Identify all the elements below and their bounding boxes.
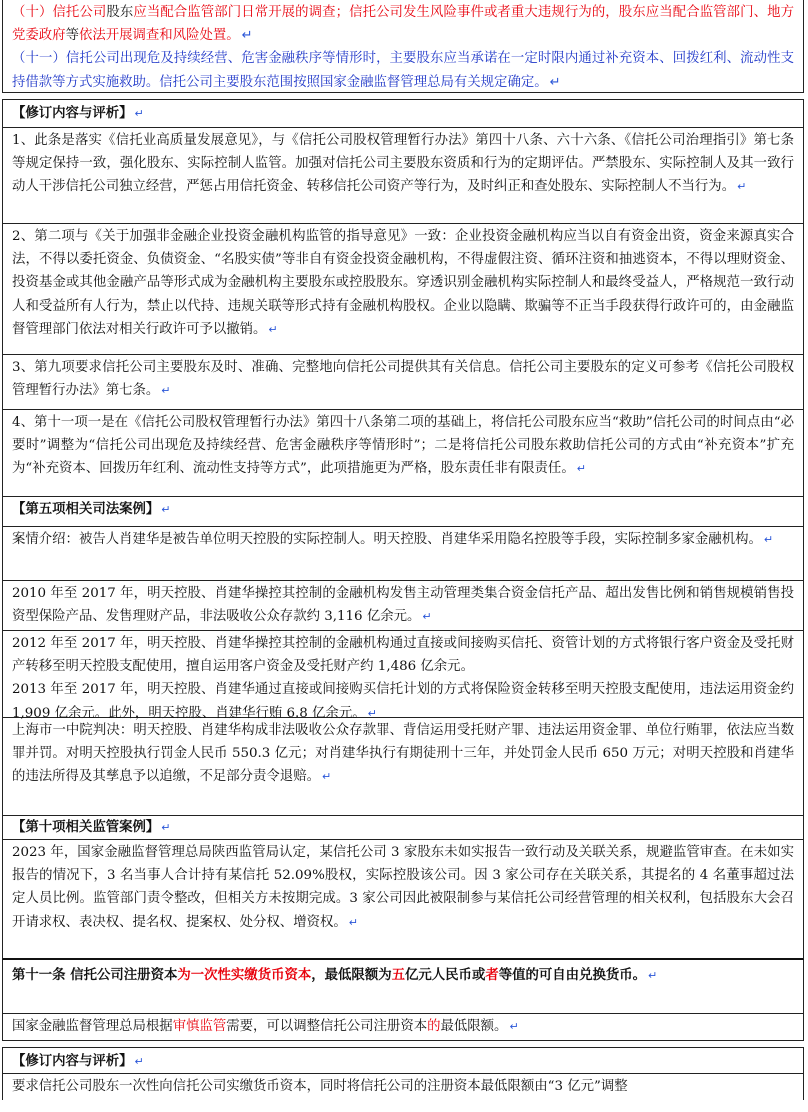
paragraph-mark-icon: ↵ xyxy=(737,180,747,194)
paragraph-mark-icon: ↵ xyxy=(161,821,171,834)
regulatory-case-heading: 【第十项相关监管案例】 xyxy=(12,819,160,835)
case-intro: 案情介绍：被告人肖建华是被告单位明天控股的实际控制人。明天控股、肖建华采用隐名控股等手段，实际控制多家金融机构。 ↵ xyxy=(2,527,804,581)
paragraph-mark-icon: ↵ xyxy=(763,533,774,546)
paragraph-mark-icon: ↵ xyxy=(321,770,332,784)
paragraph-mark-icon: ↵ xyxy=(348,915,358,929)
article-11-title: 第十一条 信托公司注册资本为一次性实缴货币资本，最低限额为五亿元人民币或者等值的可自由兑换货币。 ↵ xyxy=(2,960,804,1014)
revision-paragraph-4: 4、第十一项一是在《信托公司股权管理暂行办法》第四十八条第二项的基础上，将信托公司股东应当“救助”信托公司的时间点由“必要时”调整为“信托公司出现危及持续经营、危害金融秩序等情形时”；二是将信托公司股东救助信托公司的方式由“补充资本”扩充为“补充资本、回拨历年红利、流动性支持等方式”，此项措施更为严格，股东责任非有限责任。 ↵ xyxy=(2,410,804,497)
paragraph-mark-icon: ↵ xyxy=(576,462,586,476)
paragraph-mark-icon: ↵ xyxy=(549,74,561,90)
judicial-case-heading-cell xyxy=(2,497,804,527)
paragraph-mark-icon: ↵ xyxy=(367,706,377,720)
paragraph-mark-icon: ↵ xyxy=(134,107,144,120)
paragraph-mark-icon: ↵ xyxy=(161,384,171,398)
regulatory-case-heading-cell xyxy=(2,816,804,840)
revision-paragraph-2: 2、第二项与《关于加强非金融企业投资金融机构监管的指导意见》一致：企业投资金融机构应当以自有资金出资，资金来源真实合法，不得以委托资金、负债资金、“名股实债”等非自有资金投资金融机构，不得虚假注资、循环注资和抽逃资本，不得以理财资金、投资基金或其他金融产品等形式成为金融机构主要股东或控股股东。穿透识别金融机构实际控制人和最终受益人，严格规范一致行动人和受益所有人行为，禁止以代持、违规关联等形式持有金融机构股权。企业以隐瞒、欺骗等不正当手段获得行政许可的，由金融监督管理部门依法对相关行政许可予以撤销。 ↵ xyxy=(2,224,804,355)
revision-heading: 【修订内容与评析】 xyxy=(12,1053,133,1069)
paragraph-mark-icon: ↵ xyxy=(134,1055,144,1068)
revision-paragraph-3: 3、第九项要求信托公司主要股东及时、准确、完整地向信托公司提供其有关信息。信托公司主要股东的定义可参考《信托公司股权管理暂行办法》第七条。 ↵ xyxy=(2,355,804,410)
article-11-body: 国家金融监督管理总局根据审慎监管需要，可以调整信托公司注册资本的最低限额。 ↵ xyxy=(2,1014,804,1041)
revision-last-line: 要求信托公司股东一次性向信托公司实缴货币资本，同时将信托公司的注册资本最低限额由“3 亿元”调整 xyxy=(2,1074,804,1100)
clause-10-11-cell xyxy=(2,0,804,93)
paragraph-mark-icon: ↵ xyxy=(648,969,658,982)
paragraph-mark-icon: ↵ xyxy=(161,503,171,516)
judicial-case-heading: 【第五项相关司法案例】 xyxy=(12,501,160,517)
paragraph-mark-icon: ↵ xyxy=(268,322,278,336)
clause-11: （十一）信托公司出现危及持续经营、危害金融秩序等情形时，主要股东应当承诺在一定时限内通过补充资本、回拨红利、流动性支持借款等方式实施救助。信托公司主要股东范围按照国家金融监督管理总局有关规定确定。 ↵ xyxy=(12,51,794,90)
clause-10: （十）信托公司股东应当配合监管部门日常开展的调查；信托公司发生风险事件或者重大违规行为的，股东应当配合监管部门、地方党委政府等依法开展调查和风险处置。 ↵ xyxy=(12,5,794,44)
case-paragraph-2: 2012 年至 2017 年，明天控股、肖建华操控其控制的金融机构通过直接或间接购买信托、资管计划的方式将银行客户资金及受托财产转移至明天控股支配使用，擅自运用客户资金及受托财产约 1,486 亿余元。 2013 年至 2017 年，明天控股、肖建华通过直接或间接购买信托计划的方式将保险资金转移至明天控股支配使用，违法运用资金约 1,909 亿余元。此外，明天控股、肖建华行贿 6.8 亿余元。 ↵ xyxy=(2,631,804,718)
paragraph-mark-icon: ↵ xyxy=(422,610,432,624)
document-page xyxy=(2,0,804,1100)
revision-heading-cell-2 xyxy=(2,1047,804,1074)
revision-heading: 【修订内容与评析】 xyxy=(12,105,133,121)
revision-heading-cell xyxy=(2,99,804,128)
paragraph-mark-icon: ↵ xyxy=(509,1020,519,1033)
regulatory-case-text: 2023 年，国家金融监督管理总局陕西监管局认定，某信托公司 3 家股东未如实报告一致行动及关联关系，规避监管审查。在未如实报告的情况下，3 名当事人合计持有某信托 52.09%股权，实际控股该公司。因 3 家公司存在关联关系，其提名的 4 名董事超过法定人员比例。监管部门责令整改，但相关方未按期完成。3 家公司因此被限制参与某信托公司经营管理的相关权利，包括股东大会召开请求权、表决权、提名权、提案权、处分权、增资权。 ↵ xyxy=(2,840,804,960)
paragraph-mark-icon: ↵ xyxy=(241,28,253,44)
case-verdict: 上海市一中院判决：明天控股、肖建华构成非法吸收公众存款罪、背信运用受托财产罪、违法运用资金罪、单位行贿罪，依法应当数罪并罚。对明天控股执行罚金人民币 550.3 亿元；对肖建华执行有期徒刑十三年，并处罚金人民币 650 万元；对明天控股和肖建华的违法所得及其孳息予以追缴，不足部分责令退赔。 ↵ xyxy=(2,718,804,816)
case-paragraph-1: 2010 年至 2017 年，明天控股、肖建华操控其控制的金融机构发售主动管理类集合资金信托产品、超出发售比例和销售规模销售投资型保险产品、发售理财产品，非法吸收公众存款约 3,116 亿余元。 ↵ xyxy=(2,581,804,631)
revision-paragraph-1: 1、此条是落实《信托业高质量发展意见》，与《信托公司股权管理暂行办法》第四十八条、六十六条、《信托公司治理指引》第七条等规定保持一致，强化股东、实际控制人监管。加强对信托公司主要股东资质和行为的定期评估。严禁股东、实际控制人及其一致行动人干涉信托公司独立经营，严惩占用信托资金、转移信托公司资产等行为，及时纠正和查处股东、实际控制人不当行为。 ↵ xyxy=(2,128,804,224)
